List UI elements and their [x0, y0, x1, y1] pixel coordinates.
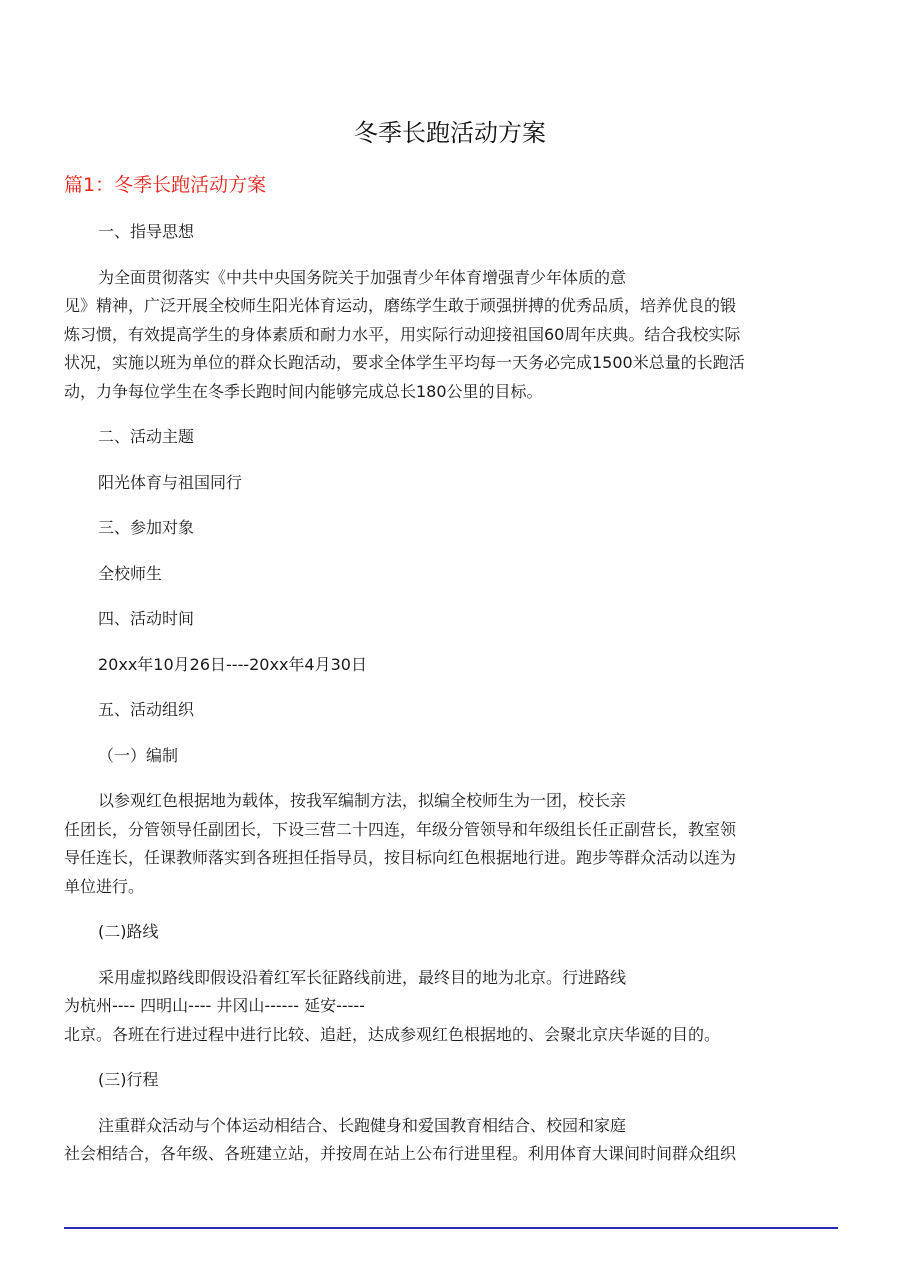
section-heading-theme: 二、活动主题: [98, 427, 195, 446]
paragraph-line: 采用虚拟路线即假设沿着红军长征路线前进，最终目的地为北京。行进路线: [98, 967, 627, 987]
paragraph-route: [64, 964, 840, 1050]
paragraph-line: 炼习惯，有效提高学生的身体素质和耐力水平，用实际行动迎接祖国60周年庆典。结合我校实际: [64, 324, 741, 344]
chapter-heading: 篇1：冬季长跑活动方案: [64, 174, 267, 196]
paragraph-line: 状况，实施以班为单位的群众长跑活动，要求全体学生平均每一天务必完成1500米总量的长跑活: [64, 353, 745, 372]
section-heading-time: 四、活动时间: [98, 609, 195, 628]
paragraph-line: 注重群众活动与个体运动相结合、长跑健身和爱国教育相结合、校园和家庭: [98, 1115, 627, 1135]
paragraph-theme: 阳光体育与祖国同行: [98, 472, 243, 492]
document-title: 冬季长跑活动方案: [354, 119, 546, 147]
footer-rule: [64, 1227, 838, 1229]
paragraph-line: 任团长，分管领导任副团长，下设三营二十四连，年级分管领导和年级组长任正副营长，教室领: [64, 819, 737, 839]
document-body: [64, 218, 840, 1186]
paragraph-guiding: [64, 264, 840, 407]
paragraph-line: 单位进行。: [64, 876, 145, 896]
paragraph-line: 动，力争每位学生在冬季长跑时间内能够完成总长180公里的目标。: [64, 381, 543, 401]
paragraph-participants: 全校师生: [98, 563, 163, 583]
paragraph-structure: [64, 787, 840, 901]
paragraph-line: 见》精神，广泛开展全校师生阳光体育运动，磨练学生敢于顽强拼搏的优秀品质，培养优良的锻: [64, 296, 737, 315]
paragraph-line: 为杭州---- 四明山---- 井冈山------ 延安-----: [64, 996, 365, 1015]
paragraph-line: 社会相结合，各年级、各班建立站，并按周在站上公布行进里程。利用体育大课间时间群众组织: [64, 1144, 737, 1163]
subsection-heading-route: (二)路线: [98, 922, 159, 941]
subsection-heading-structure: （一）编制: [98, 745, 179, 765]
paragraph-line: 导任连长，任课教师落实到各班担任指导员，按目标向红色根据地行进。跑步等群众活动以连为: [64, 848, 737, 867]
paragraph-line: 为全面贯彻落实《中共中央国务院关于加强青少年体育增强青少年体质的意: [98, 267, 627, 287]
section-heading-organization: 五、活动组织: [98, 700, 195, 719]
paragraph-time: 20xx年10月26日----20xx年4月30日: [98, 654, 367, 674]
paragraph-itinerary: [64, 1112, 840, 1169]
section-heading-participants: 三、参加对象: [98, 518, 195, 537]
paragraph-line: 北京。各班在行进过程中进行比较、追赶，达成参观红色根据地的、会聚北京庆华诞的目的。: [64, 1024, 721, 1044]
subsection-heading-itinerary: (三)行程: [98, 1070, 159, 1089]
section-heading-guiding: 一、指导思想: [98, 222, 195, 241]
paragraph-line: 以参观红色根据地为载体，按我军编制方法，拟编全校师生为一团，校长亲: [98, 791, 627, 810]
